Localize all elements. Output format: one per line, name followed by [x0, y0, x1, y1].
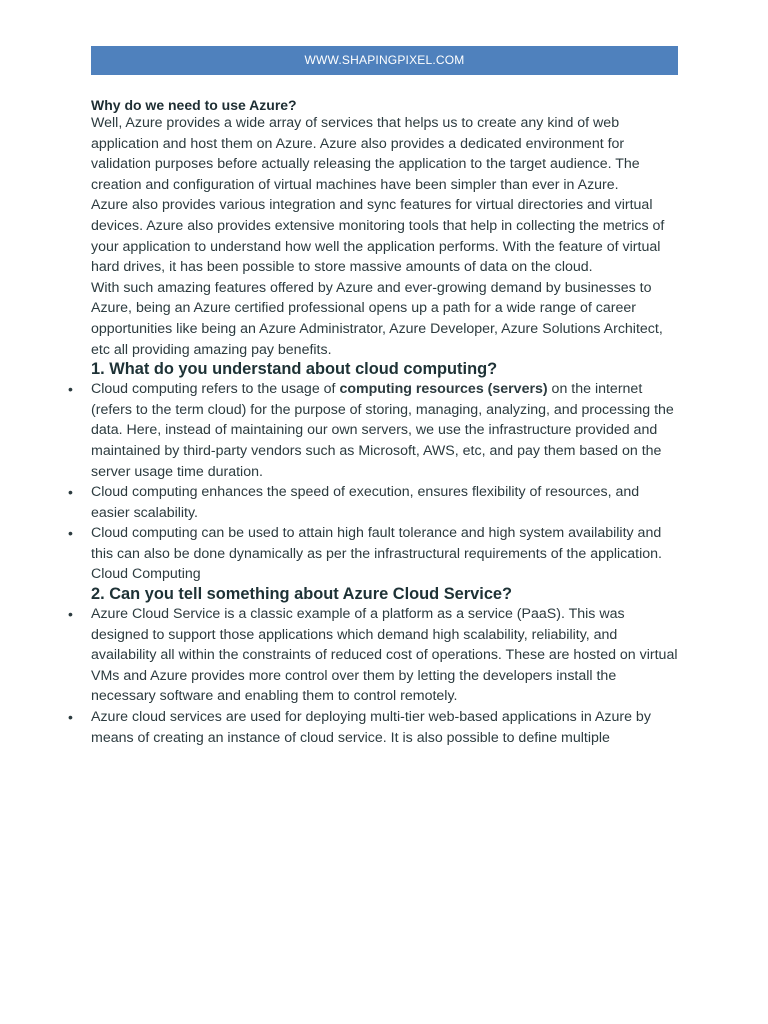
image-caption: Cloud Computing: [91, 566, 201, 583]
list-item: [68, 604, 678, 707]
bullet-text: Azure cloud services are used for deploying multi-tier web-based applications in Azure by means of creating an instance of cloud service. It is also possible to define multiple: [91, 709, 651, 746]
bullet-icon: •: [68, 381, 73, 398]
site-banner: WWW.SHAPINGPIXEL.COM: [91, 46, 678, 75]
bullet-text: on the internet (refers to the term cloud) for the purpose of storing, managing, analyzing, and processing the data. Here, instead of maintaining our own servers, we use the infrastructure provided and maintained by third-party vendors such as Microsoft, AWS, etc, and pay them based on the server usage time duration.: [91, 381, 674, 480]
bullet-icon: •: [68, 709, 73, 726]
intro-paragraph-3: With such amazing features offered by Azure and ever-growing demand by businesses to Azure, being an Azure certified professional opens up a path for a wide range of career opportunities like being an Azure Administrator, Azure Developer, Azure Solutions Architect, etc all providing amazing pay benefits.: [91, 279, 663, 358]
bullet-icon: •: [68, 484, 73, 501]
list-item: [68, 379, 678, 482]
intro-heading: Why do we need to use Azure?: [91, 97, 297, 113]
bullet-text: Cloud computing can be used to attain high fault tolerance and high system availability and this can also be done dynamically as per the infrastructural requirements of the application.: [91, 525, 662, 562]
question-1-heading: 1. What do you understand about cloud computing?: [91, 360, 498, 379]
question-1-list: [68, 379, 678, 585]
bullet-text: Cloud computing enhances the speed of execution, ensures flexibility of resources, and easier scalability.: [91, 484, 640, 521]
list-item: [68, 707, 678, 748]
bullet-text: Cloud computing refers to the usage of: [91, 381, 340, 398]
document-page: [68, 46, 678, 748]
intro-paragraph-1: Well, Azure provides a wide array of services that helps us to create any kind of web application and host them on Azure. Azure also provides a dedicated environment for validation purposes before actually releasing the application to the target audience. The creation and configuration of virtual machines have been simpler than ever in Azure.: [91, 115, 640, 193]
bullet-icon: •: [68, 525, 73, 542]
bullet-icon: •: [68, 606, 73, 623]
bullet-text: Azure Cloud Service is a classic example of a platform as a service (PaaS). This was designed to support those applications which demand high scalability, reliability, and availability all within the constraints of reduced cost of operations. These are hosted on virtual VMs and Azure provides more control over them by letting the developers install the necessary software and enabling them to control remotely.: [91, 606, 678, 705]
list-item: [68, 523, 678, 585]
question-2-list: [68, 604, 678, 748]
bold-term: computing resources (servers): [339, 381, 548, 398]
intro-paragraph-2: Azure also provides various integration and sync features for virtual directories and virtual devices. Azure also provides extensive monitoring tools that help in collecting the metrics of your application to understand how well the application performs. With the feature of virtual hard drives, it has been possible to store massive amounts of data on the cloud.: [91, 197, 665, 276]
list-item: [68, 482, 678, 523]
question-2-heading: 2. Can you tell something about Azure Cloud Service?: [91, 585, 513, 604]
